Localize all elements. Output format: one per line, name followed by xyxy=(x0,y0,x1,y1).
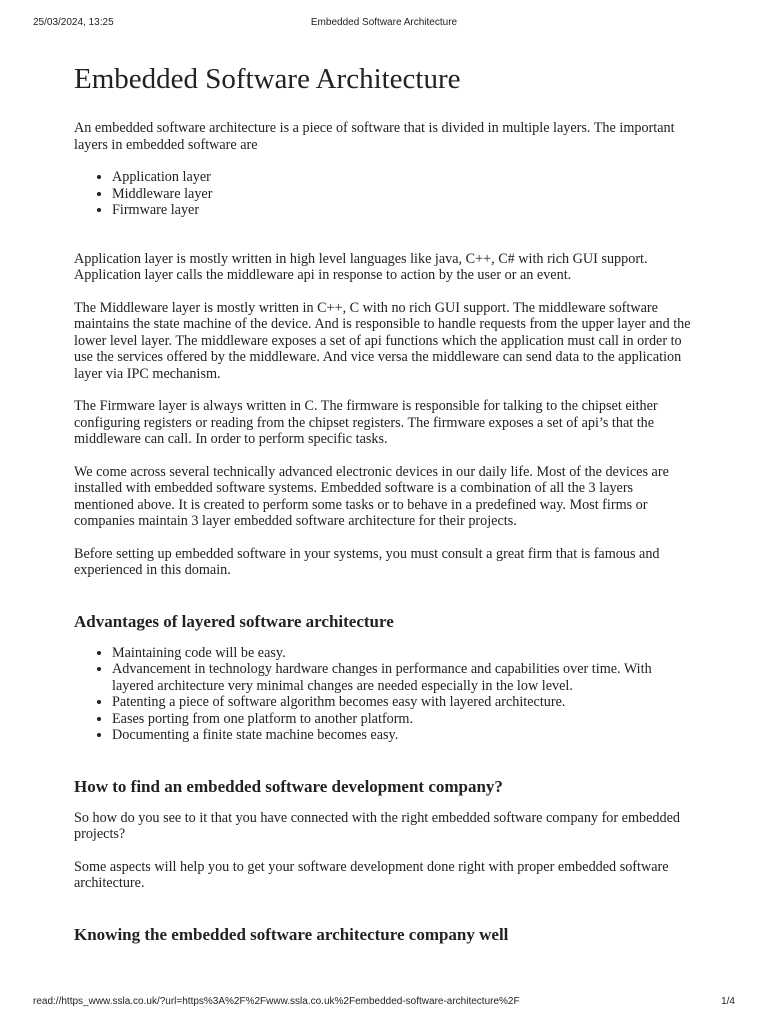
advantages-heading: Advantages of layered software architecture xyxy=(74,611,394,631)
print-page-number: 1/4 xyxy=(721,996,735,1007)
print-footer xyxy=(0,996,768,1010)
list-item: • Patenting a piece of software algorithm becomes easy with layered architecture. xyxy=(112,694,694,711)
print-datetime: 25/03/2024, 13:25 xyxy=(33,17,114,28)
paragraph-middleware-layer: The Middleware layer is mostly written in C++, C with no rich GUI support. The middleware software maintains the state machine of the device. And is responsible to handle requests from the upper layer and the lower level layer. The middleware exposes a set of api functions which the application must call in order to use the services offered by the middleware. And vice versa the middleware can send data to the application layer via IPC mechanism. xyxy=(74,299,691,382)
print-header xyxy=(0,17,768,31)
list-item: • Middleware layer xyxy=(112,186,694,203)
list-item: • Eases porting from one platform to another platform. xyxy=(112,711,694,728)
find-company-paragraph: So how do you see to it that you have connected with the right embedded software company for embedded projects? xyxy=(74,809,680,842)
list-item: • Firmware layer xyxy=(112,202,694,219)
paragraph-application-layer: Application layer is mostly written in high level languages like java, C++, C# with rich GUI support. Application layer calls the middleware api in response to action by the user or an event. xyxy=(74,250,648,283)
find-company-paragraph: Some aspects will help you to get your software development done right with proper embedded software architecture. xyxy=(74,858,669,891)
list-item: • Advancement in technology hardware changes in performance and capabilities over time. With layered architecture very minimal changes are needed especially in the low level. xyxy=(112,661,694,694)
knowing-company-heading: Knowing the embedded software architecture company well xyxy=(74,924,509,944)
print-page-title: Embedded Software Architecture xyxy=(310,17,458,28)
list-item: • Application layer xyxy=(112,169,694,186)
intro-paragraph: An embedded software architecture is a piece of software that is divided in multiple layers. The important layers in embedded software are xyxy=(74,120,675,153)
article xyxy=(74,62,694,946)
paragraph-consult: Before setting up embedded software in your systems, you must consult a great firm that is famous and experienced in this domain. xyxy=(74,545,660,578)
layers-list xyxy=(74,169,694,219)
print-url: read://https_www.ssla.co.uk/?url=https%3A%2F%2Fwww.ssla.co.uk%2Fembedded-software-architecture%2F xyxy=(33,996,520,1007)
advantages-list xyxy=(74,645,694,744)
paragraph-firmware-layer: The Firmware layer is always written in C. The firmware is responsible for talking to the chipset either configuring registers or reading from the chipset registers. The firmware exposes a set of api’s that the middleware can call. In order to perform specific tasks. xyxy=(74,398,658,447)
find-company-heading: How to find an embedded software development company? xyxy=(74,776,503,796)
list-item: • Maintaining code will be easy. xyxy=(112,645,694,662)
list-item: • Documenting a finite state machine becomes easy. xyxy=(112,727,694,744)
article-title: Embedded Software Architecture xyxy=(74,63,461,95)
paragraph-devices: We come across several technically advanced electronic devices in our daily life. Most of the devices are installed with embedded software systems. Embedded software is a combination of all the 3 layers mentioned above. It is created to perform some tasks or to behave in a predefined way. Most firms or companies maintain 3 layer embedded software architecture for their projects. xyxy=(74,463,669,529)
